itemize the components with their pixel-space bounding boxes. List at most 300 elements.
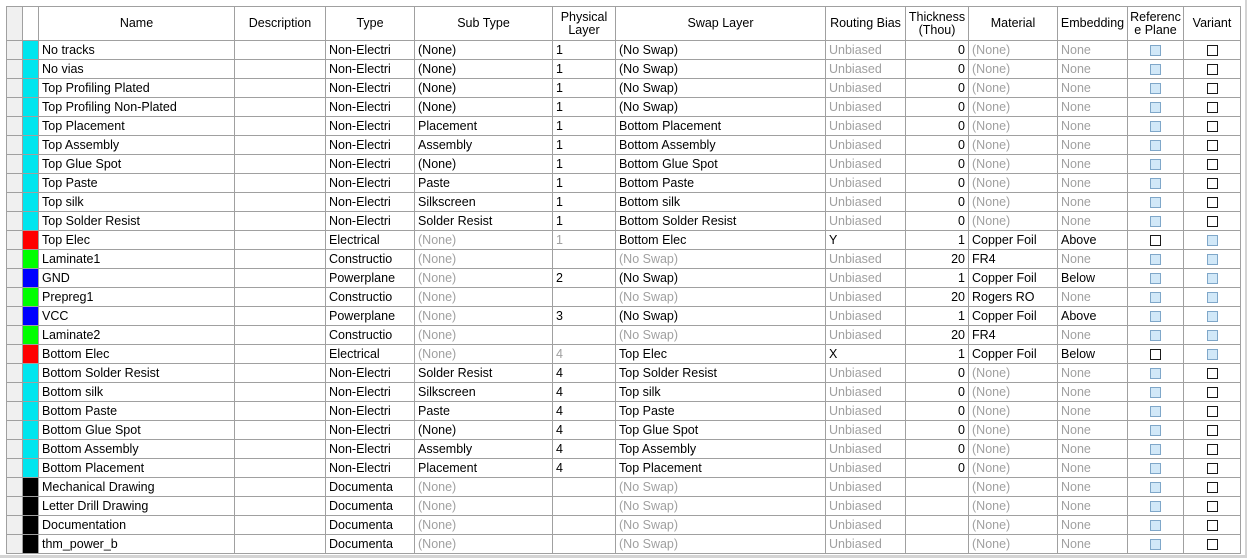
layer-embedding-cell[interactable]: None (1058, 155, 1128, 174)
table-row[interactable] (7, 478, 1241, 497)
layer-description-cell[interactable] (235, 193, 326, 212)
layer-thickness-cell[interactable]: 1 (906, 307, 969, 326)
layer-color-cell[interactable] (23, 212, 39, 231)
layer-embedding-cell[interactable]: None (1058, 79, 1128, 98)
table-row[interactable] (7, 497, 1241, 516)
layer-type-cell[interactable]: Non-Electri (326, 193, 415, 212)
layer-name-cell[interactable]: GND (39, 269, 235, 288)
layer-physical-cell[interactable]: 4 (553, 402, 616, 421)
layer-thickness-cell[interactable]: 20 (906, 288, 969, 307)
layer-type-cell[interactable]: Non-Electri (326, 383, 415, 402)
layer-name-cell[interactable]: Top Paste (39, 174, 235, 193)
layer-name-cell[interactable]: Top Glue Spot (39, 155, 235, 174)
layer-material-cell[interactable]: (None) (969, 421, 1058, 440)
column-header-physical-layer[interactable]: Physical Layer (553, 7, 616, 41)
layer-name-cell[interactable]: Bottom Solder Resist (39, 364, 235, 383)
layer-color-swatch[interactable] (23, 288, 38, 306)
layer-physical-cell[interactable] (553, 497, 616, 516)
layer-color-swatch[interactable] (23, 516, 38, 534)
reference-plane-checkbox[interactable] (1150, 425, 1161, 436)
layer-embedding-cell[interactable]: None (1058, 516, 1128, 535)
layer-material-cell[interactable]: (None) (969, 136, 1058, 155)
row-header[interactable] (7, 288, 23, 307)
layer-routing-bias-cell[interactable]: Unbiased (826, 459, 906, 478)
layer-physical-cell[interactable]: 4 (553, 459, 616, 478)
layer-color-cell[interactable] (23, 307, 39, 326)
layer-color-cell[interactable] (23, 79, 39, 98)
layer-color-cell[interactable] (23, 117, 39, 136)
variant-checkbox[interactable] (1207, 159, 1218, 170)
layer-type-cell[interactable]: Non-Electri (326, 440, 415, 459)
reference-plane-checkbox[interactable] (1150, 254, 1161, 265)
layer-material-cell[interactable]: Rogers RO (969, 288, 1058, 307)
layer-description-cell[interactable] (235, 269, 326, 288)
layer-sub-type-cell[interactable]: Assembly (415, 136, 553, 155)
layer-type-cell[interactable]: Documenta (326, 516, 415, 535)
layer-material-cell[interactable]: (None) (969, 364, 1058, 383)
layer-physical-cell[interactable] (553, 516, 616, 535)
layer-description-cell[interactable] (235, 402, 326, 421)
layer-name-cell[interactable]: Bottom Assembly (39, 440, 235, 459)
layer-color-cell[interactable] (23, 535, 39, 554)
layer-color-swatch[interactable] (23, 117, 38, 135)
layer-thickness-cell[interactable]: 0 (906, 136, 969, 155)
layer-physical-cell[interactable] (553, 326, 616, 345)
layer-description-cell[interactable] (235, 136, 326, 155)
layer-thickness-cell[interactable] (906, 497, 969, 516)
layer-material-cell[interactable]: Copper Foil (969, 269, 1058, 288)
column-header-thickness[interactable]: Thickness (Thou) (906, 7, 969, 41)
reference-plane-checkbox[interactable] (1150, 159, 1161, 170)
layer-physical-cell[interactable]: 1 (553, 136, 616, 155)
layer-swap-cell[interactable]: (No Swap) (616, 288, 826, 307)
layer-material-cell[interactable]: (None) (969, 79, 1058, 98)
layer-color-swatch[interactable] (23, 364, 38, 382)
reference-plane-checkbox[interactable] (1150, 140, 1161, 151)
reference-plane-checkbox[interactable] (1150, 273, 1161, 284)
layer-sub-type-cell[interactable]: (None) (415, 345, 553, 364)
variant-checkbox[interactable] (1207, 539, 1218, 550)
layer-description-cell[interactable] (235, 364, 326, 383)
layer-color-swatch[interactable] (23, 402, 38, 420)
layer-physical-cell[interactable]: 3 (553, 307, 616, 326)
layer-color-cell[interactable] (23, 497, 39, 516)
layer-color-swatch[interactable] (23, 383, 38, 401)
layer-type-cell[interactable]: Non-Electri (326, 174, 415, 193)
layer-name-cell[interactable]: Prepreg1 (39, 288, 235, 307)
row-header[interactable] (7, 421, 23, 440)
column-header-embedding[interactable]: Embedding (1058, 7, 1128, 41)
layer-color-swatch[interactable] (23, 269, 38, 287)
table-row[interactable] (7, 421, 1241, 440)
table-row[interactable] (7, 79, 1241, 98)
variant-checkbox[interactable] (1207, 83, 1218, 94)
layer-embedding-cell[interactable]: None (1058, 212, 1128, 231)
row-header[interactable] (7, 98, 23, 117)
layer-routing-bias-cell[interactable]: Unbiased (826, 250, 906, 269)
table-row[interactable] (7, 231, 1241, 250)
layer-thickness-cell[interactable]: 20 (906, 326, 969, 345)
layer-physical-cell[interactable]: 1 (553, 174, 616, 193)
variant-checkbox[interactable] (1207, 140, 1218, 151)
layer-sub-type-cell[interactable]: (None) (415, 79, 553, 98)
table-row[interactable] (7, 250, 1241, 269)
layer-thickness-cell[interactable]: 0 (906, 193, 969, 212)
layer-routing-bias-cell[interactable]: X (826, 345, 906, 364)
table-row[interactable] (7, 98, 1241, 117)
layer-type-cell[interactable]: Non-Electri (326, 117, 415, 136)
layer-color-swatch[interactable] (23, 345, 38, 363)
table-row[interactable] (7, 117, 1241, 136)
layer-routing-bias-cell[interactable]: Unbiased (826, 60, 906, 79)
layer-type-cell[interactable]: Non-Electri (326, 421, 415, 440)
layer-sub-type-cell[interactable]: Placement (415, 459, 553, 478)
layer-color-swatch[interactable] (23, 250, 38, 268)
row-header[interactable] (7, 212, 23, 231)
layer-name-cell[interactable]: No tracks (39, 41, 235, 60)
layer-description-cell[interactable] (235, 98, 326, 117)
layer-swap-cell[interactable]: Top Paste (616, 402, 826, 421)
variant-checkbox[interactable] (1207, 520, 1218, 531)
layer-material-cell[interactable]: (None) (969, 459, 1058, 478)
layer-color-swatch[interactable] (23, 41, 38, 59)
layer-color-cell[interactable] (23, 269, 39, 288)
layer-name-cell[interactable]: Top Solder Resist (39, 212, 235, 231)
row-header[interactable] (7, 60, 23, 79)
table-row[interactable] (7, 193, 1241, 212)
variant-checkbox[interactable] (1207, 501, 1218, 512)
table-row[interactable] (7, 383, 1241, 402)
layer-routing-bias-cell[interactable]: Unbiased (826, 516, 906, 535)
layer-description-cell[interactable] (235, 307, 326, 326)
layer-sub-type-cell[interactable]: Silkscreen (415, 383, 553, 402)
layer-routing-bias-cell[interactable]: Unbiased (826, 288, 906, 307)
row-header[interactable] (7, 41, 23, 60)
column-header-description[interactable]: Description (235, 7, 326, 41)
layer-type-cell[interactable]: Powerplane (326, 307, 415, 326)
layer-physical-cell[interactable]: 1 (553, 193, 616, 212)
layer-thickness-cell[interactable]: 0 (906, 98, 969, 117)
layer-color-cell[interactable] (23, 383, 39, 402)
layer-embedding-cell[interactable]: None (1058, 440, 1128, 459)
layer-embedding-cell[interactable]: None (1058, 117, 1128, 136)
reference-plane-checkbox[interactable] (1150, 216, 1161, 227)
layer-physical-cell[interactable]: 1 (553, 41, 616, 60)
layer-color-swatch[interactable] (23, 307, 38, 325)
layer-thickness-cell[interactable]: 0 (906, 459, 969, 478)
layer-description-cell[interactable] (235, 478, 326, 497)
layer-description-cell[interactable] (235, 288, 326, 307)
layer-physical-cell[interactable]: 1 (553, 60, 616, 79)
layer-material-cell[interactable]: (None) (969, 60, 1058, 79)
layer-swap-cell[interactable]: (No Swap) (616, 497, 826, 516)
variant-checkbox[interactable] (1207, 216, 1218, 227)
layer-embedding-cell[interactable]: None (1058, 383, 1128, 402)
layer-physical-cell[interactable]: 1 (553, 117, 616, 136)
layer-description-cell[interactable] (235, 250, 326, 269)
layer-physical-cell[interactable]: 1 (553, 212, 616, 231)
layer-physical-cell[interactable]: 4 (553, 440, 616, 459)
layer-routing-bias-cell[interactable]: Unbiased (826, 535, 906, 554)
layer-thickness-cell[interactable]: 0 (906, 41, 969, 60)
reference-plane-checkbox[interactable] (1150, 501, 1161, 512)
layer-material-cell[interactable]: Copper Foil (969, 345, 1058, 364)
layer-description-cell[interactable] (235, 212, 326, 231)
layer-color-swatch[interactable] (23, 155, 38, 173)
column-header-type[interactable]: Type (326, 7, 415, 41)
layer-material-cell[interactable]: (None) (969, 535, 1058, 554)
layer-material-cell[interactable]: (None) (969, 478, 1058, 497)
table-row[interactable] (7, 345, 1241, 364)
layer-thickness-cell[interactable]: 20 (906, 250, 969, 269)
reference-plane-checkbox[interactable] (1150, 482, 1161, 493)
row-header[interactable] (7, 345, 23, 364)
reference-plane-checkbox[interactable] (1150, 444, 1161, 455)
variant-checkbox[interactable] (1207, 178, 1218, 189)
layer-color-cell[interactable] (23, 364, 39, 383)
layer-name-cell[interactable]: Laminate2 (39, 326, 235, 345)
layer-sub-type-cell[interactable]: Assembly (415, 440, 553, 459)
layer-description-cell[interactable] (235, 60, 326, 79)
layer-color-swatch[interactable] (23, 174, 38, 192)
reference-plane-checkbox[interactable] (1150, 539, 1161, 550)
variant-checkbox[interactable] (1207, 292, 1218, 303)
layer-physical-cell[interactable] (553, 250, 616, 269)
layer-color-cell[interactable] (23, 231, 39, 250)
layer-description-cell[interactable] (235, 459, 326, 478)
variant-checkbox[interactable] (1207, 273, 1218, 284)
layer-color-cell[interactable] (23, 98, 39, 117)
layer-name-cell[interactable]: Top Elec (39, 231, 235, 250)
table-row[interactable] (7, 155, 1241, 174)
layer-color-cell[interactable] (23, 155, 39, 174)
layer-description-cell[interactable] (235, 231, 326, 250)
layer-type-cell[interactable]: Non-Electri (326, 364, 415, 383)
layer-thickness-cell[interactable]: 0 (906, 383, 969, 402)
layer-embedding-cell[interactable]: None (1058, 193, 1128, 212)
layer-material-cell[interactable]: (None) (969, 98, 1058, 117)
layer-embedding-cell[interactable]: None (1058, 41, 1128, 60)
layer-physical-cell[interactable]: 4 (553, 383, 616, 402)
layer-embedding-cell[interactable]: None (1058, 288, 1128, 307)
layer-name-cell[interactable]: Letter Drill Drawing (39, 497, 235, 516)
row-header[interactable] (7, 136, 23, 155)
layer-type-cell[interactable]: Non-Electri (326, 136, 415, 155)
layer-sub-type-cell[interactable]: (None) (415, 516, 553, 535)
layer-swap-cell[interactable]: Top Solder Resist (616, 364, 826, 383)
layer-color-swatch[interactable] (23, 212, 38, 230)
layer-embedding-cell[interactable]: None (1058, 421, 1128, 440)
layer-sub-type-cell[interactable]: (None) (415, 326, 553, 345)
reference-plane-checkbox[interactable] (1150, 45, 1161, 56)
variant-checkbox[interactable] (1207, 425, 1218, 436)
layer-material-cell[interactable]: (None) (969, 155, 1058, 174)
layer-color-swatch[interactable] (23, 459, 38, 477)
column-header-sub-type[interactable]: Sub Type (415, 7, 553, 41)
layer-color-swatch[interactable] (23, 326, 38, 344)
layer-embedding-cell[interactable]: Below (1058, 345, 1128, 364)
reference-plane-checkbox[interactable] (1150, 368, 1161, 379)
column-header-swap-layer[interactable]: Swap Layer (616, 7, 826, 41)
layer-type-cell[interactable]: Constructio (326, 288, 415, 307)
variant-checkbox[interactable] (1207, 330, 1218, 341)
layer-description-cell[interactable] (235, 535, 326, 554)
layer-embedding-cell[interactable]: Above (1058, 307, 1128, 326)
column-header-variant[interactable]: Variant (1184, 7, 1241, 41)
layer-embedding-cell[interactable]: None (1058, 326, 1128, 345)
layer-name-cell[interactable]: Top Assembly (39, 136, 235, 155)
layer-swap-cell[interactable]: (No Swap) (616, 250, 826, 269)
layer-name-cell[interactable]: Top Placement (39, 117, 235, 136)
layer-type-cell[interactable]: Non-Electri (326, 98, 415, 117)
layer-name-cell[interactable]: Top silk (39, 193, 235, 212)
layer-description-cell[interactable] (235, 41, 326, 60)
layer-sub-type-cell[interactable]: (None) (415, 231, 553, 250)
column-header-material[interactable]: Material (969, 7, 1058, 41)
layer-swap-cell[interactable]: (No Swap) (616, 326, 826, 345)
table-row[interactable] (7, 288, 1241, 307)
layer-name-cell[interactable]: Bottom Paste (39, 402, 235, 421)
row-header[interactable] (7, 383, 23, 402)
layer-material-cell[interactable]: Copper Foil (969, 307, 1058, 326)
variant-checkbox[interactable] (1207, 406, 1218, 417)
row-header[interactable] (7, 535, 23, 554)
reference-plane-checkbox[interactable] (1150, 197, 1161, 208)
layer-type-cell[interactable]: Constructio (326, 326, 415, 345)
row-header[interactable] (7, 269, 23, 288)
layer-type-cell[interactable]: Non-Electri (326, 212, 415, 231)
layer-description-cell[interactable] (235, 345, 326, 364)
layer-routing-bias-cell[interactable]: Unbiased (826, 497, 906, 516)
layer-sub-type-cell[interactable]: (None) (415, 288, 553, 307)
variant-checkbox[interactable] (1207, 463, 1218, 474)
layer-name-cell[interactable]: No vias (39, 60, 235, 79)
layer-thickness-cell[interactable]: 0 (906, 421, 969, 440)
layer-type-cell[interactable]: Documenta (326, 497, 415, 516)
row-header[interactable] (7, 250, 23, 269)
row-header[interactable] (7, 307, 23, 326)
layer-material-cell[interactable]: (None) (969, 516, 1058, 535)
layer-type-cell[interactable]: Documenta (326, 535, 415, 554)
layer-material-cell[interactable]: (None) (969, 402, 1058, 421)
layer-embedding-cell[interactable]: None (1058, 364, 1128, 383)
layer-material-cell[interactable]: Copper Foil (969, 231, 1058, 250)
layer-routing-bias-cell[interactable]: Unbiased (826, 383, 906, 402)
layer-routing-bias-cell[interactable]: Unbiased (826, 136, 906, 155)
layer-physical-cell[interactable]: 4 (553, 421, 616, 440)
layer-type-cell[interactable]: Non-Electri (326, 459, 415, 478)
layer-swap-cell[interactable]: (No Swap) (616, 41, 826, 60)
layer-name-cell[interactable]: Bottom Elec (39, 345, 235, 364)
layer-description-cell[interactable] (235, 174, 326, 193)
layer-swap-cell[interactable]: Bottom Paste (616, 174, 826, 193)
row-header[interactable] (7, 155, 23, 174)
layer-swap-cell[interactable]: Top Assembly (616, 440, 826, 459)
variant-checkbox[interactable] (1207, 197, 1218, 208)
variant-checkbox[interactable] (1207, 387, 1218, 398)
reference-plane-checkbox[interactable] (1150, 520, 1161, 531)
variant-checkbox[interactable] (1207, 368, 1218, 379)
row-header[interactable] (7, 478, 23, 497)
reference-plane-checkbox[interactable] (1150, 387, 1161, 398)
layer-sub-type-cell[interactable]: (None) (415, 535, 553, 554)
layer-sub-type-cell[interactable]: (None) (415, 250, 553, 269)
layer-swap-cell[interactable]: Bottom Assembly (616, 136, 826, 155)
layer-sub-type-cell[interactable]: Placement (415, 117, 553, 136)
row-header[interactable] (7, 231, 23, 250)
layer-swap-cell[interactable]: Top silk (616, 383, 826, 402)
table-row[interactable] (7, 60, 1241, 79)
layer-sub-type-cell[interactable]: (None) (415, 41, 553, 60)
layer-thickness-cell[interactable]: 0 (906, 402, 969, 421)
layer-name-cell[interactable]: Bottom Placement (39, 459, 235, 478)
layer-color-swatch[interactable] (23, 421, 38, 439)
layer-routing-bias-cell[interactable]: Unbiased (826, 41, 906, 60)
layer-name-cell[interactable]: Top Profiling Plated (39, 79, 235, 98)
layer-color-cell[interactable] (23, 41, 39, 60)
layer-material-cell[interactable]: (None) (969, 174, 1058, 193)
table-row[interactable] (7, 307, 1241, 326)
layer-swap-cell[interactable]: Bottom Placement (616, 117, 826, 136)
variant-checkbox[interactable] (1207, 45, 1218, 56)
layer-description-cell[interactable] (235, 79, 326, 98)
layer-routing-bias-cell[interactable]: Unbiased (826, 212, 906, 231)
layer-routing-bias-cell[interactable]: Unbiased (826, 98, 906, 117)
layer-color-cell[interactable] (23, 250, 39, 269)
layer-routing-bias-cell[interactable]: Unbiased (826, 307, 906, 326)
layer-description-cell[interactable] (235, 383, 326, 402)
layer-color-swatch[interactable] (23, 98, 38, 116)
layer-color-cell[interactable] (23, 193, 39, 212)
layer-embedding-cell[interactable]: None (1058, 459, 1128, 478)
layer-material-cell[interactable]: (None) (969, 193, 1058, 212)
layer-color-cell[interactable] (23, 421, 39, 440)
layer-description-cell[interactable] (235, 155, 326, 174)
layer-color-cell[interactable] (23, 326, 39, 345)
layer-description-cell[interactable] (235, 440, 326, 459)
layer-embedding-cell[interactable]: None (1058, 98, 1128, 117)
layer-swap-cell[interactable]: Bottom silk (616, 193, 826, 212)
layer-material-cell[interactable]: (None) (969, 212, 1058, 231)
reference-plane-checkbox[interactable] (1150, 292, 1161, 303)
layer-routing-bias-cell[interactable]: Unbiased (826, 269, 906, 288)
layer-thickness-cell[interactable]: 0 (906, 212, 969, 231)
layer-physical-cell[interactable]: 4 (553, 364, 616, 383)
row-header[interactable] (7, 516, 23, 535)
layer-thickness-cell[interactable]: 0 (906, 117, 969, 136)
layer-color-cell[interactable] (23, 60, 39, 79)
variant-checkbox[interactable] (1207, 102, 1218, 113)
layer-embedding-cell[interactable]: Above (1058, 231, 1128, 250)
layer-type-cell[interactable]: Non-Electri (326, 155, 415, 174)
layer-name-cell[interactable]: Mechanical Drawing (39, 478, 235, 497)
layer-color-cell[interactable] (23, 459, 39, 478)
reference-plane-checkbox[interactable] (1150, 102, 1161, 113)
layer-routing-bias-cell[interactable]: Unbiased (826, 79, 906, 98)
layer-name-cell[interactable]: thm_power_b (39, 535, 235, 554)
layer-name-cell[interactable]: Bottom silk (39, 383, 235, 402)
layer-sub-type-cell[interactable]: Solder Resist (415, 364, 553, 383)
layer-material-cell[interactable]: (None) (969, 440, 1058, 459)
variant-checkbox[interactable] (1207, 482, 1218, 493)
layer-color-swatch[interactable] (23, 60, 38, 78)
layer-swap-cell[interactable]: (No Swap) (616, 478, 826, 497)
reference-plane-checkbox[interactable] (1150, 64, 1161, 75)
layer-swap-cell[interactable]: (No Swap) (616, 79, 826, 98)
reference-plane-checkbox[interactable] (1150, 330, 1161, 341)
layer-embedding-cell[interactable]: Below (1058, 269, 1128, 288)
table-row[interactable] (7, 364, 1241, 383)
